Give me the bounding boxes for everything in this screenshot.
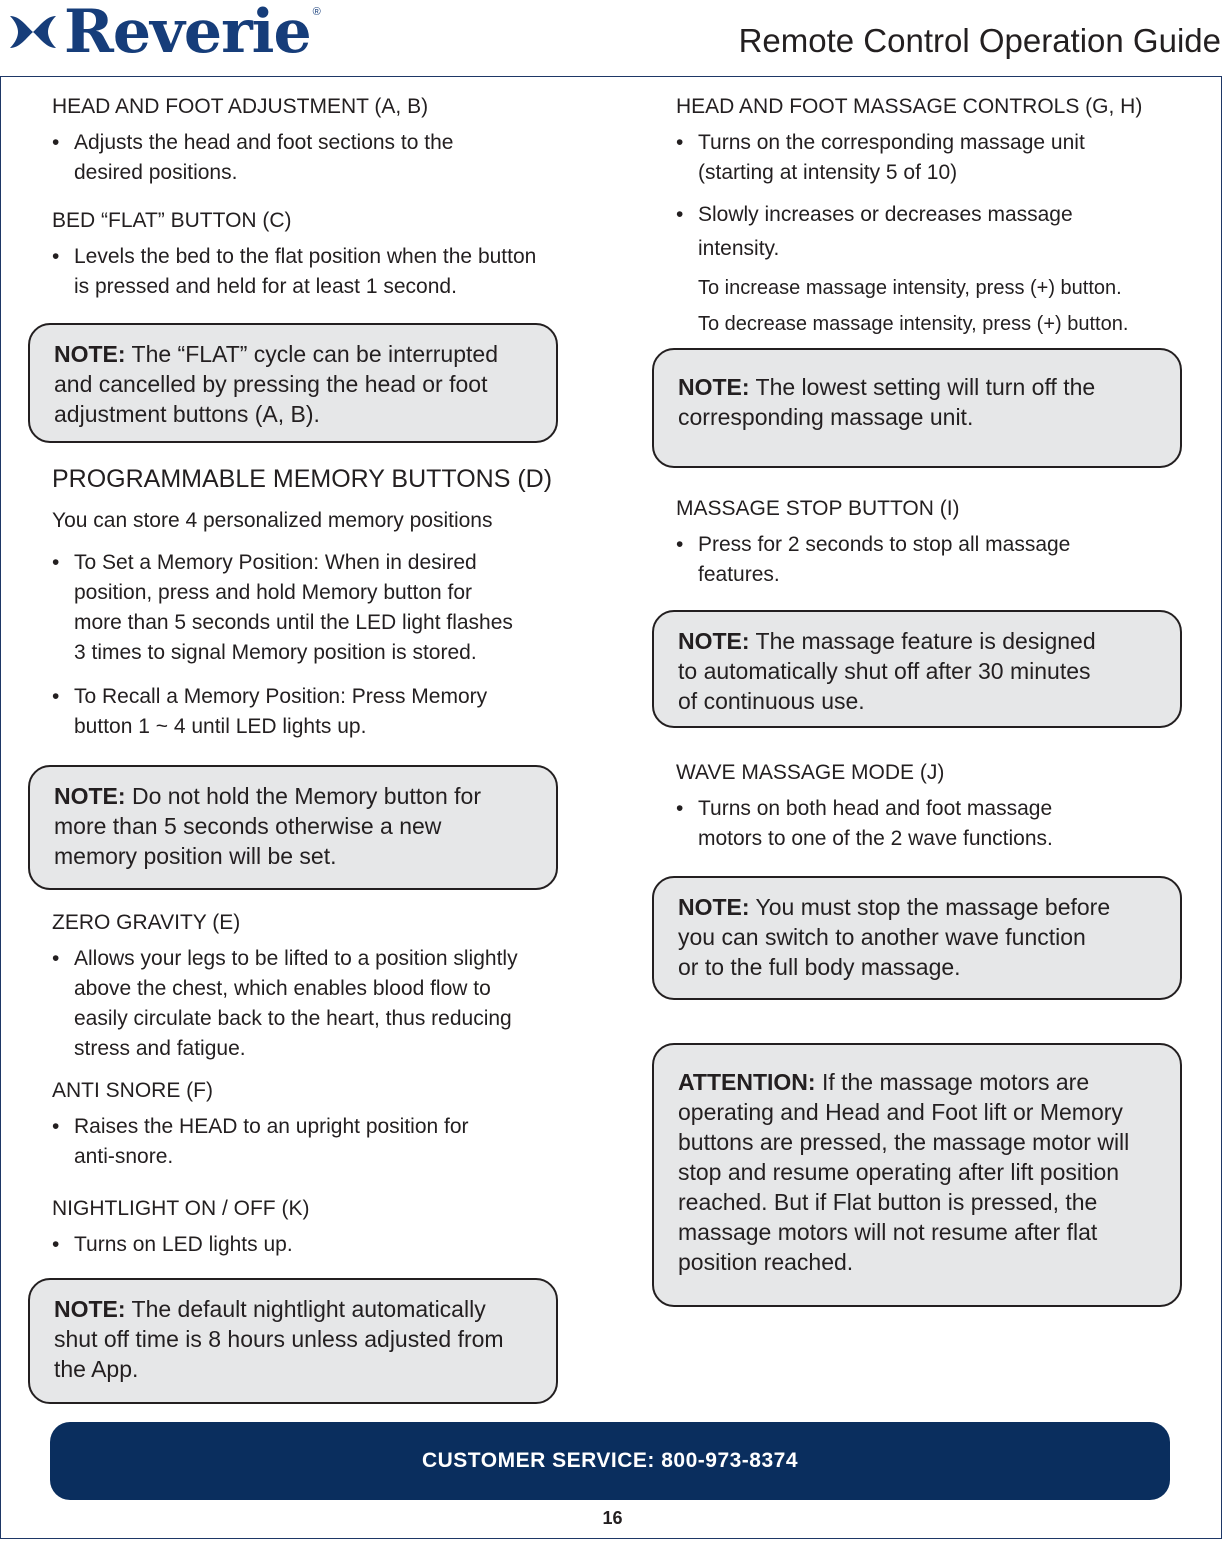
section-heading: ANTI SNORE (F) bbox=[52, 1079, 213, 1102]
flat-button-section bbox=[52, 206, 612, 302]
wave-massage-section bbox=[676, 758, 1216, 854]
section-heading: MASSAGE STOP BUTTON (I) bbox=[676, 497, 960, 520]
section-heading: WAVE MASSAGE MODE (J) bbox=[676, 761, 945, 784]
note-flat: NOTE: The “FLAT” cycle can be interrupted and cancelled by pressing the head or foot adjustment buttons (A, B). bbox=[28, 323, 558, 443]
bullet-item: • Raises the HEAD to an upright position for anti-snore. bbox=[52, 1115, 469, 1168]
note-stop: NOTE: The massage feature is designed to automatically shut off after 30 minutes of continuous use. bbox=[652, 610, 1182, 728]
page-title: Remote Control Operation Guide bbox=[738, 22, 1221, 59]
bullet-item: • Allows your legs to be lifted to a position slightly above the chest, which enables blood flow to easily circulate back to the heart, thus reducing stress and fatigue. bbox=[52, 947, 518, 1060]
bullet-item: • Levels the bed to the flat position when the button is pressed and held for at least 1 second. bbox=[52, 245, 537, 298]
reverie-logo bbox=[8, 0, 321, 67]
note-wave: NOTE: You must stop the massage before you can switch to another wave function or to the full body massage. bbox=[652, 876, 1182, 1000]
attention-box: ATTENTION: If the massage motors are operating and Head and Foot lift or Memory buttons are pressed, the massage motor will stop and resume operating after lift position reached. But if Flat button is pressed, the massage motors will not resume after flat position reached. bbox=[652, 1043, 1182, 1307]
head-foot-adjustment-section bbox=[52, 92, 612, 188]
bullet-item: • To Set a Memory Position: When in desired position, press and hold Memory button for more than 5 seconds until the LED light flashes 3 times to signal Memory position is stored. bbox=[52, 551, 513, 664]
note-massage: NOTE: The lowest setting will turn off the corresponding massage unit. bbox=[652, 348, 1182, 468]
bullet-item: • Turns on the corresponding massage unit (starting at intensity 5 of 10) bbox=[676, 131, 1085, 184]
section-heading: HEAD AND FOOT MASSAGE CONTROLS (G, H) bbox=[676, 95, 1143, 118]
memory-intro: You can store 4 personalized memory positions bbox=[52, 509, 493, 532]
customer-service-banner: CUSTOMER SERVICE: 800-973-8374 bbox=[50, 1422, 1170, 1500]
section-heading: HEAD AND FOOT ADJUSTMENT (A, B) bbox=[52, 95, 429, 118]
note-memory: NOTE: Do not hold the Memory button for more than 5 seconds otherwise a new memory position will be set. bbox=[28, 765, 558, 890]
registered-mark: ® bbox=[312, 6, 321, 18]
anti-snore-section bbox=[52, 1076, 612, 1172]
section-heading: ZERO GRAVITY (E) bbox=[52, 911, 241, 934]
bullet-item: • Slowly increases or decreases massage intensity. bbox=[676, 203, 1073, 260]
brand-name: Reverie bbox=[64, 0, 311, 67]
memory-buttons-section bbox=[52, 464, 612, 742]
nightlight-section bbox=[52, 1194, 612, 1260]
bullet-item: • Turns on both head and foot massage motors to one of the 2 wave functions. bbox=[676, 797, 1053, 850]
massage-sub-instructions: To increase massage intensity, press (+) button. To decrease massage intensity, press (+) button. bbox=[698, 277, 1129, 335]
section-heading: BED “FLAT” BUTTON (C) bbox=[52, 209, 292, 232]
bullet-item: • Turns on LED lights up. bbox=[52, 1233, 293, 1256]
massage-controls-section bbox=[676, 92, 1216, 342]
note-nightlight: NOTE: The default nightlight automatically shut off time is 8 hours unless adjusted from the App. bbox=[28, 1278, 558, 1404]
section-heading: NIGHTLIGHT ON / OFF (K) bbox=[52, 1197, 310, 1220]
page-number: 16 bbox=[602, 1508, 623, 1528]
bullet-item: • Adjusts the head and foot sections to the desired positions. bbox=[52, 131, 454, 184]
reverie-mark-icon bbox=[8, 12, 58, 52]
massage-stop-section bbox=[676, 494, 1216, 590]
zero-gravity-section bbox=[52, 908, 612, 1064]
bullet-item: • Press for 2 seconds to stop all massage features. bbox=[676, 533, 1071, 586]
bullet-item: • To Recall a Memory Position: Press Memory button 1 ~ 4 until LED lights up. bbox=[52, 685, 488, 738]
section-heading: PROGRAMMABLE MEMORY BUTTONS (D) bbox=[52, 465, 553, 493]
